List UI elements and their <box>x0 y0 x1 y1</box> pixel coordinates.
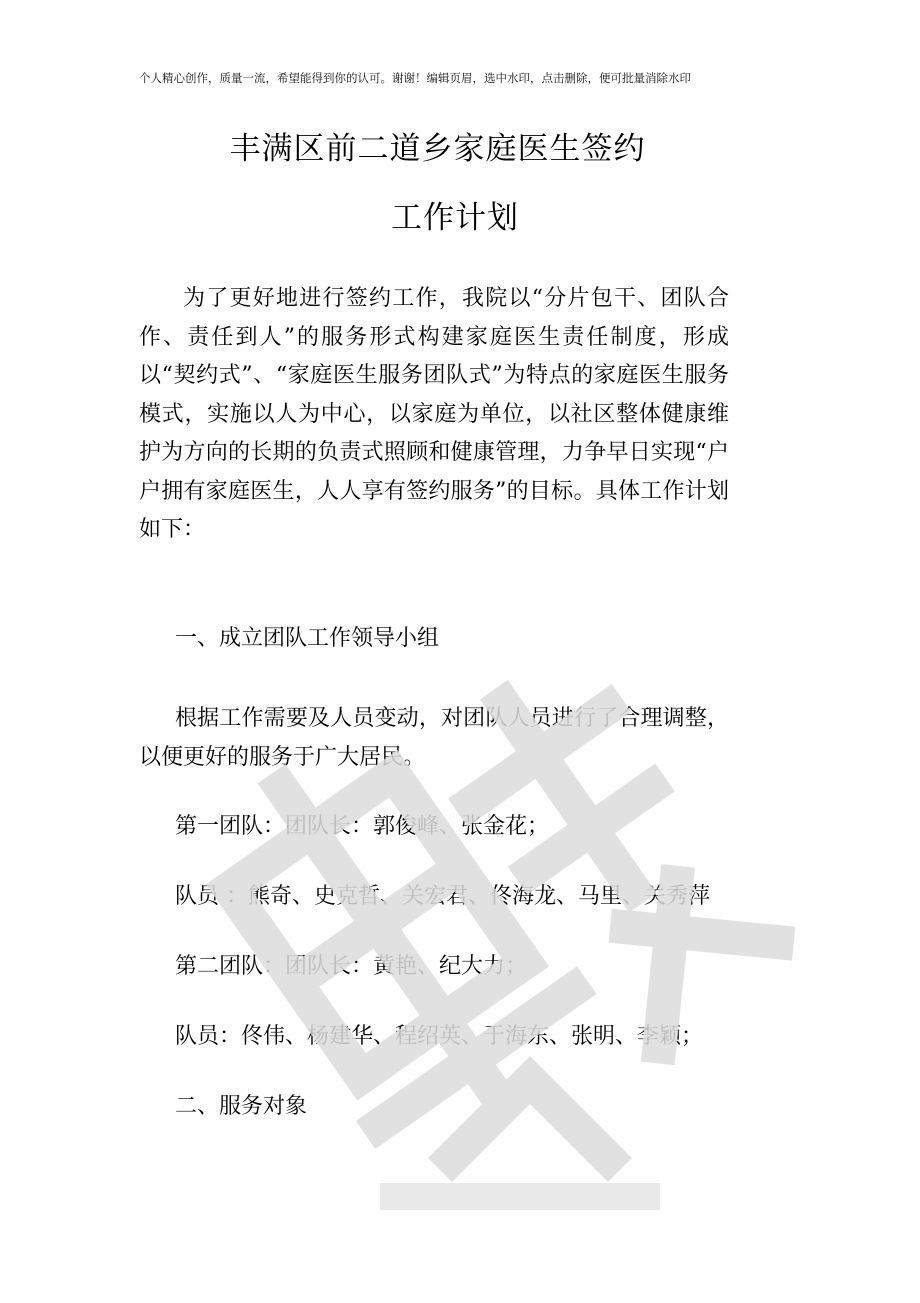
section1-heading: 一、成立团队工作领导小组 <box>175 626 440 651</box>
document-title-line1: 丰满区前二道乡家庭医生签约 <box>229 131 646 167</box>
team2-members: 队员：佟伟、杨建华、程绍英、于海东、张明、李颖； <box>175 1024 704 1049</box>
header-note: 个人精心创作，质量一流，希望能得到你的认可。谢谢！编辑页眉，选中水印，点击删除，便可批量消除水印 <box>139 71 691 85</box>
section2-heading: 二、服务对象 <box>175 1094 308 1119</box>
team2-leaders: 第二团队：团队长：黄艳、纪大力； <box>175 954 528 979</box>
team1-leaders: 第一团队：团队长：郭俊峰、张金花； <box>175 814 550 839</box>
team1-members: 队员 ：熊奇、史克哲、关宏君、佟海龙、马里、关秀萍 <box>175 884 710 909</box>
intro-paragraph: 为了更好地进行签约工作，我院以“分片包干、团队合作、责任到人”的服务形式构建家庭医生责任制度，形成以“契约式”、“家庭医生服务团队式”为特点的家庭医生服务模式，实施以人为中心，以家庭为单位，以社区整体健康维护为方向的长期的负责式照顾和健康管理，力争早日实现“户户拥有家庭医生，人人享有签约服务”的目标。具体工作计划如下： <box>139 286 729 542</box>
section1-body: 根据工作需要及人员变动，对团队人员进行了合理调整，以便更好的服务于广大居民。 <box>139 706 729 770</box>
document-title-line2: 工作计划 <box>391 200 519 236</box>
